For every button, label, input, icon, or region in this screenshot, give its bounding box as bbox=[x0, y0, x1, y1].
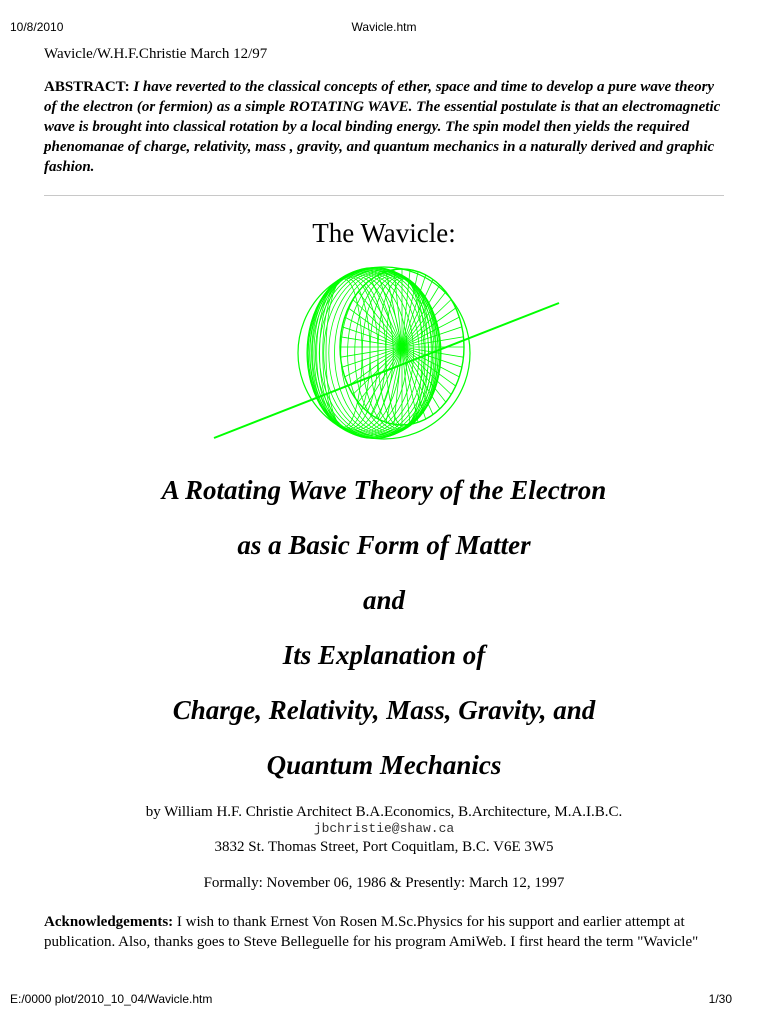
heading-line-5: Charge, Relativity, Mass, Gravity, and bbox=[172, 695, 596, 725]
page-number: 1/30 bbox=[708, 992, 732, 1006]
heading-line-2: as a Basic Form of Matter bbox=[237, 530, 531, 560]
main-heading bbox=[44, 463, 724, 793]
acknowledgements-text: I wish to thank Ernest Von Rosen M.Sc.Physics for his support and earlier attempt at publication. Also, thanks goes to Steve Belleguelle for his program AmiWeb. I first heard the term "Wavicle" bbox=[44, 914, 699, 950]
author-line: by William H.F. Christie Architect B.A.Economics, B.Architecture, M.A.I.B.C. bbox=[145, 804, 623, 820]
document-body bbox=[44, 46, 724, 967]
heading-line-3: and bbox=[362, 585, 406, 615]
print-footer bbox=[0, 992, 768, 1008]
abstract-text: I have reverted to the classical concepts of ether, space and time to develop a pure wave theory of the electron (or fermion) as a simple ROTATING WAVE. The essential postulate is that an electromagnetic wave is brought into classical rotation by a local binding energy. The spin model then yields the required phenomanae of charge, relativity, mass , gravity, and quantum mechanics in a naturally derived and graphic fashion. bbox=[44, 79, 721, 175]
print-filename: Wavicle.htm bbox=[351, 20, 417, 34]
print-file-path: E:/0000 plot/2010_10_04/Wavicle.htm bbox=[10, 992, 213, 1006]
heading-line-1: A Rotating Wave Theory of the Electron bbox=[161, 475, 607, 505]
acknowledgements bbox=[44, 912, 724, 952]
page-title: The Wavicle: bbox=[312, 218, 456, 248]
document-dates: Formally: November 06, 1986 & Presently: March 12, 1997 bbox=[203, 875, 565, 891]
heading-line-6: Quantum Mechanics bbox=[266, 750, 502, 780]
print-date: 10/8/2010 bbox=[10, 20, 64, 34]
abstract bbox=[44, 77, 724, 177]
acknowledgements-label: Acknowledgements: bbox=[44, 914, 174, 930]
author-email: jbchristie@shaw.ca bbox=[313, 821, 455, 836]
author-address: 3832 St. Thomas Street, Port Coquitlam, B.C. V6E 3W5 bbox=[214, 839, 554, 855]
heading-line-4: Its Explanation of bbox=[282, 640, 486, 670]
abstract-label: ABSTRACT: bbox=[44, 79, 130, 95]
document-byline: Wavicle/W.H.F.Christie March 12/97 bbox=[44, 46, 268, 62]
wavicle-figure bbox=[204, 263, 564, 443]
horizontal-rule bbox=[44, 195, 724, 196]
print-header bbox=[0, 20, 768, 36]
